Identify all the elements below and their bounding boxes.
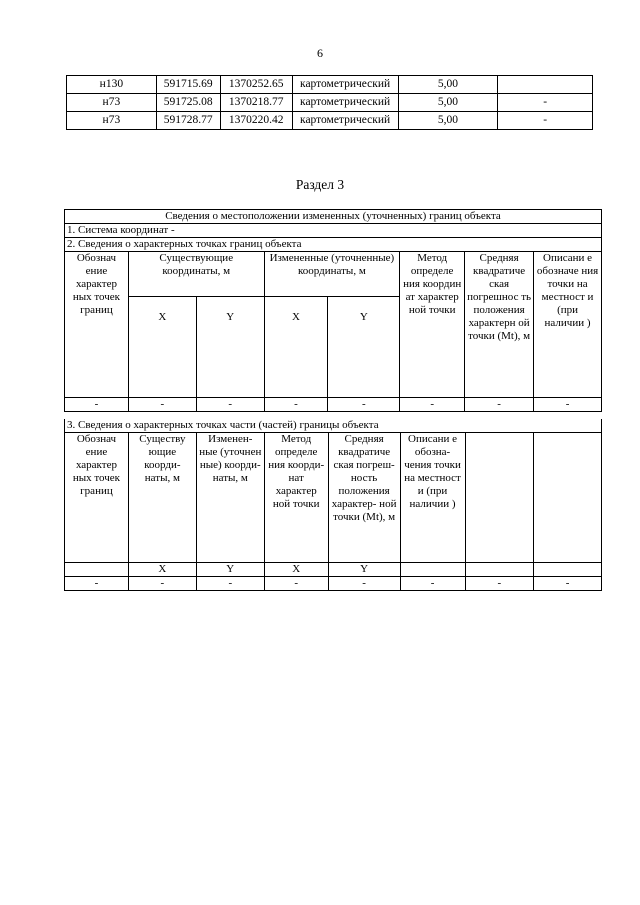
header-y: Y	[196, 297, 264, 398]
header-x: X	[264, 297, 328, 398]
header-x: X	[128, 563, 196, 577]
header-error: Средняя квадратиче ская погрешнос ть положения характерн ой точки (Mt), м	[465, 252, 534, 398]
empty-cell: -	[328, 577, 400, 591]
header-method: Метод определе ния коорди- нат характер ной точки	[264, 433, 328, 563]
cell-error: 5,00	[398, 76, 498, 94]
empty-cell	[534, 563, 602, 577]
empty-cell: -	[65, 577, 129, 591]
table-title: Сведения о местоположении измененных (уточненных) границ объекта	[65, 210, 602, 224]
header-y: Y	[196, 563, 264, 577]
empty-cell: -	[264, 398, 328, 412]
header-y: Y	[328, 563, 400, 577]
header-desc: Описани е обозначе ния точки на местност и (при наличии )	[534, 252, 602, 398]
empty-cell: -	[534, 398, 602, 412]
empty-cell: -	[128, 577, 196, 591]
cell-point: н130	[67, 76, 157, 94]
section-title: Раздел 3	[295, 177, 345, 192]
empty-cell	[465, 563, 534, 577]
coord-system: 1. Система координат -	[65, 224, 602, 238]
changed-boundaries-table	[64, 209, 602, 412]
cell-point: н73	[67, 94, 157, 112]
part-boundaries-table	[64, 419, 602, 591]
subsection-3: 3. Сведения о характерных точках части (частей) границы объекта	[65, 419, 602, 433]
header-empty	[465, 433, 534, 563]
cell-error: 5,00	[398, 94, 498, 112]
header-point: Обознач ение характер ных точек границ	[65, 252, 129, 398]
empty-cell: -	[196, 398, 264, 412]
empty-cell: -	[400, 398, 465, 412]
table-row	[67, 94, 593, 112]
header-y: Y	[328, 297, 400, 398]
cell-point: н73	[67, 112, 157, 130]
empty-cell: -	[465, 398, 534, 412]
empty-cell: -	[328, 398, 400, 412]
cell-method: картометрический	[292, 76, 398, 94]
points-table	[66, 75, 593, 130]
cell-error: 5,00	[398, 112, 498, 130]
empty-cell: -	[65, 398, 129, 412]
empty-cell: -	[196, 577, 264, 591]
header-existing: Существующие координаты, м	[128, 252, 264, 297]
header-error: Средняя квадратиче ская погреш- ность положения характер- ной точки (Mt), м	[328, 433, 400, 563]
cell-desc: -	[498, 94, 593, 112]
cell-y: 1370252.65	[220, 76, 292, 94]
cell-x: 591728.77	[156, 112, 220, 130]
header-point: Обознач ение характер ных точек границ	[65, 433, 129, 563]
empty-cell	[400, 563, 465, 577]
cell-desc: -	[498, 112, 593, 130]
table-row	[67, 112, 593, 130]
cell-y: 1370220.42	[220, 112, 292, 130]
table-row	[67, 76, 593, 94]
header-changed: Изменен- ные (уточнен ные) коорди- наты, м	[196, 433, 264, 563]
cell-y: 1370218.77	[220, 94, 292, 112]
empty-cell: -	[534, 577, 602, 591]
cell-desc	[498, 76, 593, 94]
header-existing: Существу ющие коорди- наты, м	[128, 433, 196, 563]
header-empty	[534, 433, 602, 563]
subsection-2: 2. Сведения о характерных точках границ объекта	[65, 238, 602, 252]
empty-cell: -	[128, 398, 196, 412]
cell-x: 591725.08	[156, 94, 220, 112]
cell-method: картометрический	[292, 94, 398, 112]
empty-cell: -	[465, 577, 534, 591]
header-changed: Измененные (уточненные) координаты, м	[264, 252, 400, 297]
cell-x: 591715.69	[156, 76, 220, 94]
header-method: Метод определе ния координ ат характер ной точки	[400, 252, 465, 398]
empty-cell: -	[264, 577, 328, 591]
header-desc: Описани е обозна- чения точки на местност и (при наличии )	[400, 433, 465, 563]
page-number: 6	[317, 46, 323, 60]
header-x: X	[264, 563, 328, 577]
cell-method: картометрический	[292, 112, 398, 130]
empty-cell: -	[400, 577, 465, 591]
empty-cell	[65, 563, 129, 577]
header-x: X	[128, 297, 196, 398]
